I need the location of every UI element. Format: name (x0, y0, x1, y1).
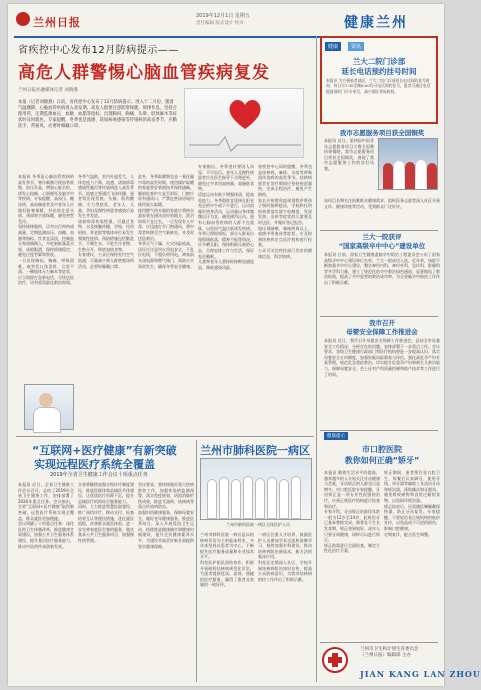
health-cross-seal-icon (322, 647, 348, 673)
lead-text-column-4: 专家指出，冬季进补要因人而异，不可盲目。老年人及慢性病患者应在医生指导下合理进补，避免过多食用高热量、高脂肪食物。 适度运动有助于增强体质，提高免疫力。冬季锻炼宜选择在阳光充足的中午或下午进行，运动前做好热身活动，运动量以身体微微出汗为宜，避免剧烈运动。患有心脑血管疾病的人群不宜晨练，以免因气温过低诱发疾病。 冬季日照时间短，部分人群易出现情绪低落、精神不振等情况，应多晒太阳，保持积极乐观的心态，合理安排工作与生活，保证充足睡眠。 儿童和老年人要按时接种流感疫苗，降低感染风险。 (198, 164, 254, 270)
person-icon (383, 163, 393, 189)
lead-text-column-1: 本报讯 冬季是心脑血管疾病的高发季节，寒冷刺激可使血管收缩，血压升高，增加心脏负担，诱发心绞痛、心肌梗死及脑卒中等疾病。专家提醒，高血压、糖尿病、高血脂患者及中老年人应做好防寒保暖，外出时注意头部、颈部和手部保暖，避免突然受冷。 坚持规律服药，切勿自行停药或减量，定期监测血压、血糖、血脂等指标。饮食宜清淡，控制盐分和油脂摄入，多吃新鲜蔬菜水果，戒烟限酒，保持情绪稳定，避免过度劳累和熬夜。 一旦出现胸闷、胸痛、呼吸困难，或突发口角歪斜、言语不清、一侧肢体无力麻木等症状，应立即拨打急救电话，尽快送医治疗，切勿延误最佳救治时间。 (18, 174, 74, 286)
internet-health-headline-2: 实现远程医疗系统全覆盖 (34, 458, 155, 471)
lung-hospital-headline: 兰州市肺科医院一病区 (200, 444, 310, 457)
brief-tag-news: 资讯 (348, 42, 364, 51)
footer-brand: JIAN KANG LAN ZHOU (360, 669, 481, 679)
column-divider (316, 36, 317, 682)
brief-body: 本报讯 为方便患者就医，兰大二院门诊部延长电话预约挂号时间，每日早7:30至晚8:00均可电话预约挂号，患者可通过电话提前预约门诊专家号，减少排队等候时间。 (326, 78, 431, 94)
internet-health-headline-1: “互联网+医疗健康”有新突破 (32, 444, 177, 457)
person-icon (231, 479, 241, 519)
doctor-photo (24, 384, 74, 430)
internet-health-subhead: 2019年全省卫生健康工作会议十项重点任务 (50, 472, 148, 478)
lead-kicker: 省疾控中心发布12月防病提示—— (18, 45, 179, 56)
masthead: 兰州日报 2019年12月1日 星期五 责任编辑 版式设计 校对 健康兰州 (14, 8, 438, 38)
brief-tag-health: 健康 (325, 42, 341, 51)
internet-text-column-2: 全省将继续加强分级诊疗制度建设，推进医联体和县域医共体建设，让优质医疗资源下沉，提升县域医疗机构综合服务能力。 同时，大力推进智慧医院建设，推广预约诊疗、移动支付、检查结果互认等便民措施，优化就医流程，改善群众就医体验。进一步完善家庭医生签约服务，做实基本公共卫生服务项目，加强慢性病管理。 (78, 482, 134, 543)
doctor-coat-icon (33, 407, 61, 433)
medical-staff-photo (200, 458, 312, 520)
person-icon (219, 477, 229, 519)
dental-text-column-2: 矫正期间，患者要注意口腔卫生，每餐后认真刷牙，使用牙线、冲牙器等辅助工具清洁牙齿和矫治器，预防龋齿和牙龈炎。避免啃咬硬物和食用过黏的食物，以免损坏矫治器。 矫正结束后，还需遵医嘱佩戴保持器，防止牙齿复发。专家提醒，不要轻信非正规机构的低价宣传，以免造成不可逆的损伤，影响口腔健康。 定期复诊，配合医生调整。 (384, 470, 440, 537)
volunteer-award-text-2: 该项目长期关注困难群众健康需求，组织医务志愿者深入社区开展义诊、健康讲座等活动，受到群众广泛好评。 (324, 198, 440, 209)
ecg-line-icon (189, 133, 301, 153)
highlight-brief-box (320, 36, 438, 124)
hospital-award-text: 本报讯 日前，国家卫生健康委脑卒中防治工程委员会公布了国家高级卒中中心建设单位名单，兰大一院成功入选。近年来，该院不断加强卒中中心建设，整合神经内科、神经外科、急诊科、影像科等多学科力量，建立了规范化的卒中救治绿色通道，显著缩短了救治时间，提高了卒中患者的救治成功率，为全省脑卒中防治工作作出了积极贡献。 (324, 252, 440, 285)
section-divider (16, 436, 314, 437)
volunteer-group-photo (378, 138, 438, 190)
volunteer-award-headline: 我市志愿服务项目获全国铜奖 (339, 129, 425, 137)
lead-byline: 兰州日报社融媒体记者 刘晓燕 (18, 88, 78, 93)
person-icon (255, 478, 265, 519)
person-icon (267, 477, 277, 519)
person-icon (427, 163, 437, 189)
lead-body: 本报（记者刘晓燕）日前，省疾控中心发布了12月防病提示。进入十二月份，随着气温骤降，心脑血管疾病进入高发期，高危人群要注意防寒保暖，规律作息，坚持合理用药，定期监测血压、血糖、血脂等指标，出现胸闷、胸痛、头晕、肢体麻木等症状时及时就医。专家提醒，冬季也是流感、诺如病毒感染等传染病的高发季节，应勤洗手、常通风，必要时佩戴口罩。 (18, 100, 177, 129)
issue-date: 2019年12月1日 星期五 (196, 13, 250, 19)
doctor-head-icon (39, 393, 53, 407)
heart-icon (227, 97, 263, 131)
person-icon (291, 476, 301, 519)
section-title: 健康兰州 (344, 15, 408, 31)
right-divider (320, 316, 438, 317)
person-icon (243, 476, 253, 519)
logo-mark-icon (16, 12, 30, 26)
maternal-meeting-text: 本报讯 近日，我市召开母婴安全保障工作推进会，总结全市母婴安全工作情况，分析存在的问题，安排部署下一步重点工作。会议要求，各级卫生健康行政部门和医疗机构要进一步提高认识，落实母婴安全五项制度，加强妊娠风险筛查与评估，强化高危孕产妇专案管理，规范危急重症救治，切实提升危重孕产妇和新生儿救治能力，保障母婴安全。会上还对产科质量控制和助产技术等工作进行了培训。 (324, 338, 440, 377)
lead-text-column-3: 此外，冬季取暖期也是一氧化碳中毒的高发时期。使用煤炉取暖的家庭要安装烟囱并保持通畅，睡前检查炉火是否封好，门窗应留有通风口，严禁在密闭房间内使用炭火取暖。 使用燃气热水器的家庭应将热水器安装在通风良好的地方，洗浴时间不宜过长。一旦发现有人中毒，应迅速打开门窗通风，将中毒者转移至空气新鲜处，并及时送医救治。 冬季天气干燥，火灾风险较高，居民应注意用火用电安全，不乱拉电线，不超负荷用电，离家前关闭电源和燃气阀门，预防火灾事故发生，确保冬季安全健康。 (138, 174, 194, 269)
footer-sponsor: 兰州市卫生和计划生育委员会 《兰州日报》编辑部 主办 (360, 647, 419, 658)
person-icon (207, 479, 217, 519)
hospital-award-headline-2: “国家高级卒中中心”建设单位 (338, 242, 426, 250)
dental-headline-2: 教你如何正确“矫牙” (344, 456, 420, 465)
footer-brand-block (320, 642, 481, 684)
lung-text-column-2: 一病区注重人才培养，鼓励医护人员参加学术交流和进修学习，持续加强专科建设，推动结核病防治新技术、新方法的临床应用。 科室还定期深入社区、学校开展结核病防治知识宣传，提高公众防病意识，为我市结核病防控工作作出了积极贡献。 (258, 532, 312, 582)
heart-illustration (184, 88, 304, 158)
volunteer-award-text: 本报讯 近日，第四届中国青年志愿服务项目大赛全国赛结果揭晓，我市志愿服务项目荣获全国铜奖，展现了我市志愿服务工作的良好风貌。 (324, 138, 374, 171)
internet-text-column-1: 本报讯 近日，全省卫生健康工作会议召开，总结了2019年全省卫生健康工作，安排部署了2020年重点任务。会议指出，全省“互联网+医疗健康”取得新突破，远程医疗系统实现全覆盖，群众就医更加便捷。 会议明确了十项重点任务：深化医药卫生体制改革，推进健康甘肃建设，加强公共卫生服务体系建设，提升基层医疗服务能力，推动中医药传承创新发展。 (18, 482, 74, 549)
brief-title-line1: 兰大二院门诊部 (352, 57, 406, 66)
person-icon (279, 479, 289, 519)
tip-section-tag: 健康提示 (324, 432, 348, 440)
lung-text-column-1: 兰州市肺科医院一病区是以结核病诊治为主的临床科室，多年来坚持以患者为中心，不断提升医疗服务质量和专业技术水平。 科室医护团队团结协作，积极开展耐药结核病规范化诊治，为患者提供优质、高效、便捷的医疗服务，赢得了患者及家属的一致好评。 (200, 532, 254, 588)
lead-text-column-2: 冬季气温低，室内外温差大，人体免疫力下降，流感、诺如病毒感染性腹泻等传染病进入高发季节。流感主要通过飞沫传播，患者常出现发热、头痛、肌肉酸痛、乏力等症状，老年人、儿童、孕妇及慢性病患者感染后易发生并发症。 诺如病毒传染性强，可通过食物、水及接触传播，学校、托幼机构、养老院等集体单位易发生聚集性疫情。预防措施包括勤洗手、不喝生水、不吃生冷食物，生熟分开，彻底加热食物。 专家建议，公众应保持室内空气流通，尽量减少到人群密集场所活动，必要时佩戴口罩。 (78, 174, 134, 269)
person-icon (405, 162, 415, 189)
person-icon (394, 161, 404, 189)
hospital-award-headline-1: 兰大一院获评 (362, 233, 402, 241)
internet-text-column-3: 会议要求，要持续做好重大疾病防控工作，加强传染病监测预警，落实免疫规划，巩固消除疟疾成果，推进艾滋病、结核病等重点传染病防治。 加强妇幼健康服务，保障母婴安全，做好老年健康服务，推进医养结合。深入开展爱国卫生运动，持续推进健康城市和健康村镇建设，提升全民健康素养水平，为建设幸福美好新甘肃提供坚实健康保障。 (138, 482, 194, 549)
brief-title-line2: 延长电话预约挂号时间 (341, 67, 417, 76)
lead-article-header (18, 41, 310, 93)
lead-text-column-5: 省疾控中心同时提醒，冬季也是结核病、麻疹、水痘等呼吸道传染病的高发季节。结核病患者在治疗期间应坚持规范服药，完成全程治疗，避免产生耐药。 家长应按照免疫规划程序带孩子按时接种疫苗，学校和托幼机构要落实晨午检制度，发现发热、出疹等症状的儿童要及时送医，并做好登记报告。 如出现咳嗽、咳痰两周以上，或痰中带血丝等症状，应及时到结核病定点医疗机构进行检查。 公众可关注疾控部门发布的健康信息，科学防病。 (258, 164, 312, 259)
staff-photo-caption: 兰州市肺科医院一病区全体医护人员 (226, 522, 290, 527)
dental-text-column-1: 本报讯 随着生活水平的提高，越来越多的人开始关注牙齿健康与美观，牙齿矫正的人群也日益增多。市口腔医院专家提醒，牙齿矫正是一项专业性很强的治疗，应到正规医疗机构进行检查和治疗。 专家介绍，牙齿矫正的最佳年龄一般为12岁至14岁，此时恒牙已基本替换完成，颌骨处于生长发育期，矫正效果较好。成年人只要牙周健康，同样可以进行矫正。 矫正前需进行全面检查，制定个性化治疗方案。 (324, 470, 380, 554)
maternal-meeting-headline-2: 母婴安全保障工作推进会 (346, 328, 418, 336)
dental-headline-1: 市口腔医院 (362, 445, 402, 454)
person-icon (416, 160, 426, 189)
column-divider (196, 440, 197, 682)
right-divider (320, 430, 438, 431)
right-divider (320, 230, 438, 231)
newspaper-page (8, 4, 481, 686)
maternal-meeting-headline-1: 我市召开 (369, 319, 395, 327)
lead-headline: 高危人群警惕心脑血管疾病复发 (18, 63, 270, 83)
issue-staff: 责任编辑 版式设计 校对 (196, 21, 244, 26)
